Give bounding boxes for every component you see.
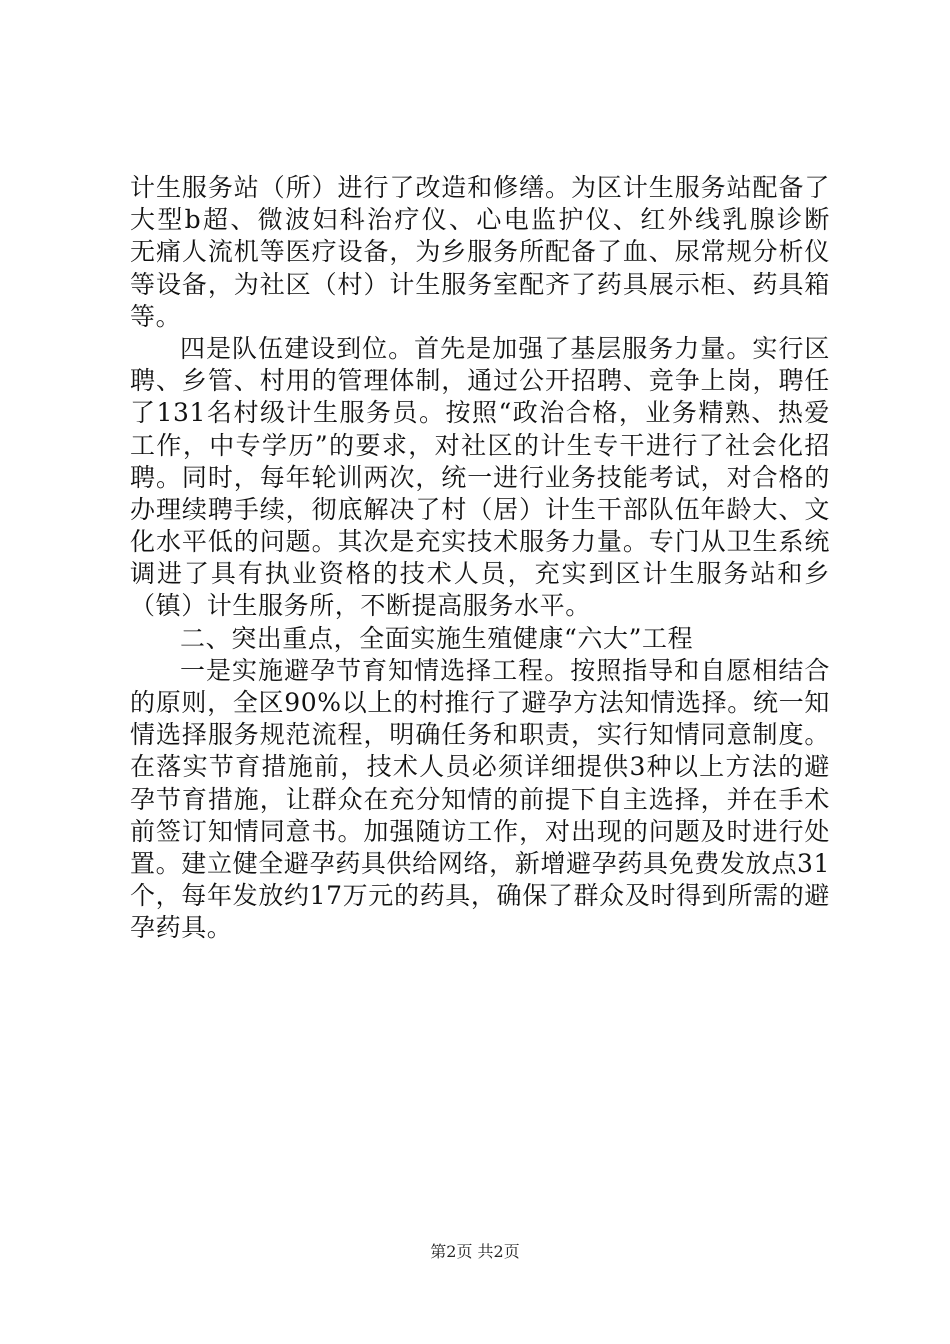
text-line: 情选择服务规范流程，明确任务和职责，实行知情同意制度。 (130, 720, 830, 750)
text-line: 调进了具有执业资格的技术人员，充实到区计生服务站和乡 (130, 559, 830, 589)
text-line: 计生服务站（所）进行了改造和修缮。为区计生服务站配备了 (130, 173, 830, 202)
text-line: 个，每年发放约17万元的药具，确保了群众及时得到所需的避 (130, 881, 830, 911)
text-line: 了131名村级计生服务员。按照“政治合格，业务精熟、热爱 (130, 398, 830, 428)
text-line: （镇）计生服务所，不断提高服务水平。 (130, 591, 591, 621)
text-line: 聘、乡管、村用的管理体制，通过公开招聘、竞争上岗，聘任 (130, 366, 830, 396)
document-body (130, 172, 830, 945)
text-line: 大型b超、微波妇科治疗仪、心电监护仪、红外线乳腺诊断 (130, 205, 830, 235)
text-line: 办理续聘手续，彻底解决了村（居）计生干部队伍年龄大、文 (130, 494, 830, 524)
text-line: 一是实施避孕节育知情选择工程。按照指导和自愿相结合 (180, 655, 830, 685)
text-line: 工作，中专学历”的要求，对社区的计生专干进行了社会化招 (130, 430, 830, 460)
text-line: 聘。同时，每年轮训两次，统一进行业务技能考试，对合格的 (130, 462, 830, 492)
text-line: 等。 (130, 301, 182, 331)
text-line: 无痛人流机等医疗设备，为乡服务所配备了血、尿常规分析仪 (130, 237, 830, 267)
text-line: 化水平低的问题。其次是充实技术服务力量。专门从卫生系统 (130, 527, 830, 557)
text-line: 孕药具。 (130, 913, 233, 943)
text-line: 前签订知情同意书。加强随访工作，对出现的问题及时进行处 (130, 816, 830, 846)
text-line: 孕节育措施，让群众在充分知情的前提下自主选择，并在手术 (130, 784, 830, 814)
text-line: 的原则，全区90%以上的村推行了避孕方法知情选择。统一知 (130, 688, 830, 717)
text-line: 在落实节育措施前，技术人员必须详细提供3种以上方法的避 (130, 752, 830, 782)
text-line: 二、突出重点，全面实施生殖健康“六大”工程 (180, 623, 694, 653)
text-line: 置。建立健全避孕药具供给网络，新增避孕药具免费发放点31 (130, 848, 830, 878)
text-line: 四是队伍建设到位。首先是加强了基层服务力量。实行区 (180, 333, 830, 363)
text-line: 等设备，为社区（村）计生服务室配齐了药具展示柜、药具箱 (130, 269, 830, 299)
page-footer: 第2页 共2页 (430, 1242, 520, 1261)
